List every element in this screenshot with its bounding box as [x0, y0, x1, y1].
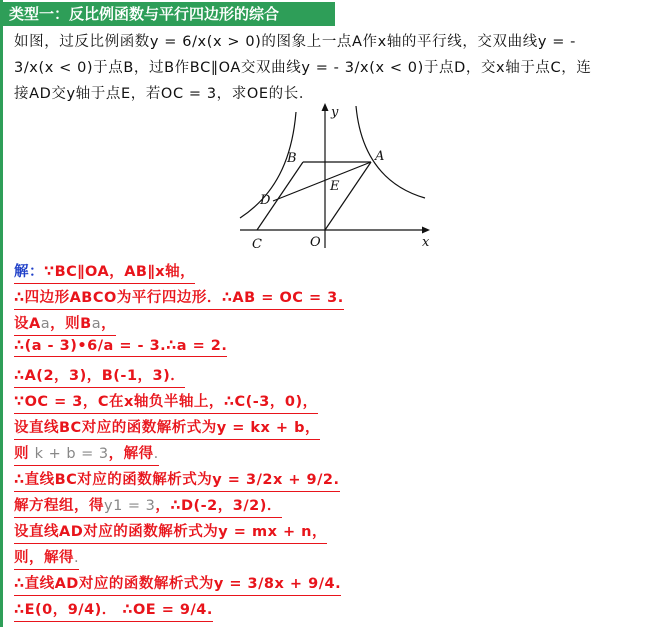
label-d: D [260, 193, 271, 208]
section-header: 类型一：反比例函数与平行四边形的综合 [3, 2, 335, 26]
y-axis-arrow [322, 103, 329, 111]
solution-text: ，得 [74, 498, 104, 514]
solution-line-5: ∴A(2，3)，B(-1，3)． [14, 364, 185, 388]
solution-line-1 [14, 260, 195, 284]
solution-text: ， [101, 316, 117, 332]
label-x: x [422, 235, 430, 250]
solution-text: . [74, 550, 80, 566]
solution-line-9: ∴直线BC对应的函数解析式为y = 3/2x + 9/2. [14, 468, 340, 492]
solution-text: . [153, 446, 159, 462]
solution-text: a [40, 316, 51, 332]
left-accent-bar [0, 0, 3, 627]
solution-line-11: 设直线AD对应的函数解析式为y = mx + n， [14, 520, 327, 544]
solution-prefix: 解： [14, 264, 44, 280]
solution-text: a [91, 316, 102, 332]
solution-text: ，则B [50, 316, 92, 332]
solution-text: ，解得 [108, 446, 154, 462]
label-e: E [330, 179, 340, 194]
solution-text: k + b = 3 [34, 446, 109, 462]
label-c: C [252, 237, 262, 252]
solution-text: y1 = 3 [104, 498, 156, 514]
label-o: O [310, 235, 321, 250]
solution-line-3 [14, 312, 116, 336]
solution-text: ，∴D(-2，3/2)． [155, 498, 282, 514]
solution-line-8 [14, 442, 159, 466]
solution-text: 则 [14, 550, 29, 566]
solution-text: 解方程组 [14, 498, 74, 514]
solution-text: 设A [14, 316, 41, 332]
segment-ad [273, 162, 371, 201]
problem-line-2: 3/x(x < 0)于点B，过B作BC∥OA交双曲线y = - 3/x(x < 0)于点D，交x轴于点C，连 [14, 60, 592, 76]
solution-line-2: ∴四边形ABCO为平行四边形．∴AB = OC = 3. [14, 286, 344, 310]
solution-line-14: ∴E(0，9/4)． ∴OE = 9/4. [14, 598, 213, 622]
solution-line-6: ∵OC = 3，C在x轴负半轴上，∴C(-3，0)， [14, 390, 318, 414]
geometry-figure [230, 100, 450, 252]
solution-text: 则 [14, 446, 29, 462]
label-y: y [331, 105, 339, 120]
solution-line-10 [14, 494, 282, 518]
problem-line-1: 如图，过反比例函数y = 6/x(x > 0)的图象上一点A作x轴的平行线，交双曲线y = - [14, 34, 577, 50]
problem-line-3: 接AD交y轴于点E，若OC = 3，求OE的长． [14, 86, 314, 102]
solution-line-13: ∴直线AD对应的函数解析式为y = 3/8x + 9/4. [14, 572, 341, 596]
solution-text: ∵BC∥OA，AB∥x轴， [44, 264, 196, 280]
solution-line-12 [14, 546, 79, 570]
x-axis-arrow [422, 227, 430, 234]
solution-line-7: 设直线BC对应的函数解析式为y = kx + b， [14, 416, 320, 440]
hyperbola-right-branch [356, 106, 425, 198]
label-b: B [287, 151, 297, 166]
label-a: A [375, 149, 385, 164]
solution-text: ，解得 [29, 550, 74, 566]
segment-ao [325, 162, 371, 230]
solution-line-4: ∴(a - 3)•6/a = - 3.∴a = 2. [14, 338, 227, 357]
